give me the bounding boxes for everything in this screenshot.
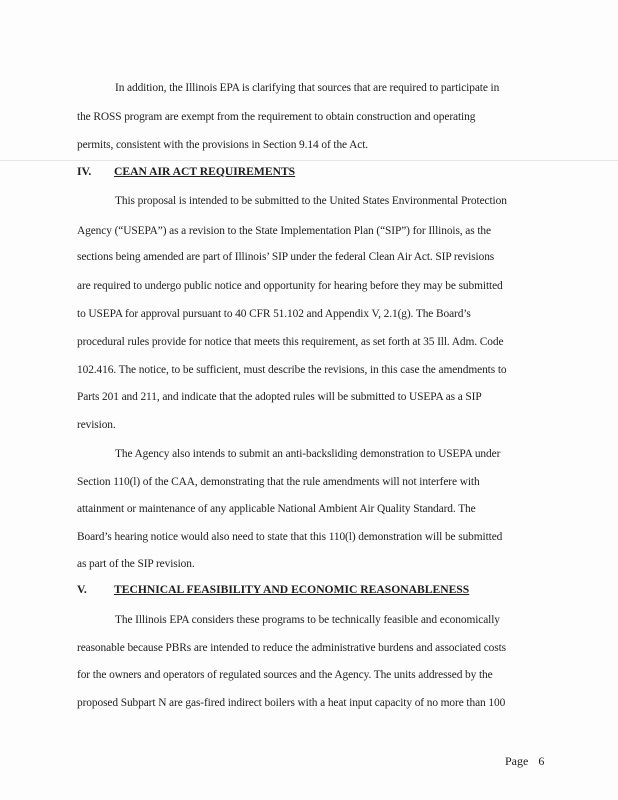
section-title: TECHNICAL FEASIBILITY AND ECONOMIC REASONABLENESS <box>114 583 470 596</box>
body-line: revision. <box>77 419 116 431</box>
page-label: Page <box>505 754 529 768</box>
page-footer <box>505 754 544 768</box>
page-number: 6 <box>538 754 545 768</box>
body-line: sections being amended are part of Illinois’ SIP under the federal Clean Air Act. SIP revisions <box>77 251 495 263</box>
body-line: 102.416. The notice, to be sufficient, must describe the revisions, in this case the amendments to <box>77 364 507 376</box>
body-line: This proposal is intended to be submitted to the United States Environmental Protection <box>115 195 507 207</box>
body-line: The Agency also intends to submit an anti-backsliding demonstration to USEPA under <box>115 448 501 460</box>
body-line: reasonable because PBRs are intended to reduce the administrative burdens and associated costs <box>77 642 506 654</box>
body-line: proposed Subpart N are gas-fired indirect boilers with a heat input capacity of no more than 100 <box>77 697 506 709</box>
body-line: Section 110(l) of the CAA, demonstrating that the rule amendments will not interfere with <box>77 476 480 488</box>
body-line: Parts 201 and 211, and indicate that the adopted rules will be submitted to USEPA as a SIP <box>77 391 482 403</box>
body-line: to USEPA for approval pursuant to 40 CFR 51.102 and Appendix V, 2.1(g). The Board’s <box>77 308 471 320</box>
body-line: Board’s hearing notice would also need to state that this 110(l) demonstration will be submitted <box>77 531 503 543</box>
section-number: V. <box>77 583 87 596</box>
section-title: CEAN AIR ACT REQUIREMENTS <box>114 165 296 178</box>
intro-line: In addition, the Illinois EPA is clarifying that sources that are required to participate in <box>115 82 500 94</box>
intro-line: permits, consistent with the provisions in Section 9.14 of the Act. <box>77 139 369 151</box>
body-line: Agency (“USEPA”) as a revision to the State Implementation Plan (“SIP”) for Illinois, as the <box>77 225 491 237</box>
body-line: as part of the SIP revision. <box>77 558 195 570</box>
body-line: procedural rules provide for notice that meets this requirement, as set forth at 35 Ill. Adm. Code <box>77 336 504 348</box>
section-number: IV. <box>77 165 92 178</box>
scan-artifact-line <box>0 160 618 161</box>
body-line: attainment or maintenance of any applicable National Ambient Air Quality Standard. The <box>77 503 476 515</box>
intro-line: the ROSS program are exempt from the requirement to obtain construction and operating <box>77 111 476 123</box>
body-line: are required to undergo public notice and opportunity for hearing before they may be submitted <box>77 280 503 292</box>
body-line: for the owners and operators of regulated sources and the Agency. The units addressed by the <box>77 669 493 681</box>
body-line: The Illinois EPA considers these programs to be technically feasible and economically <box>115 614 500 626</box>
